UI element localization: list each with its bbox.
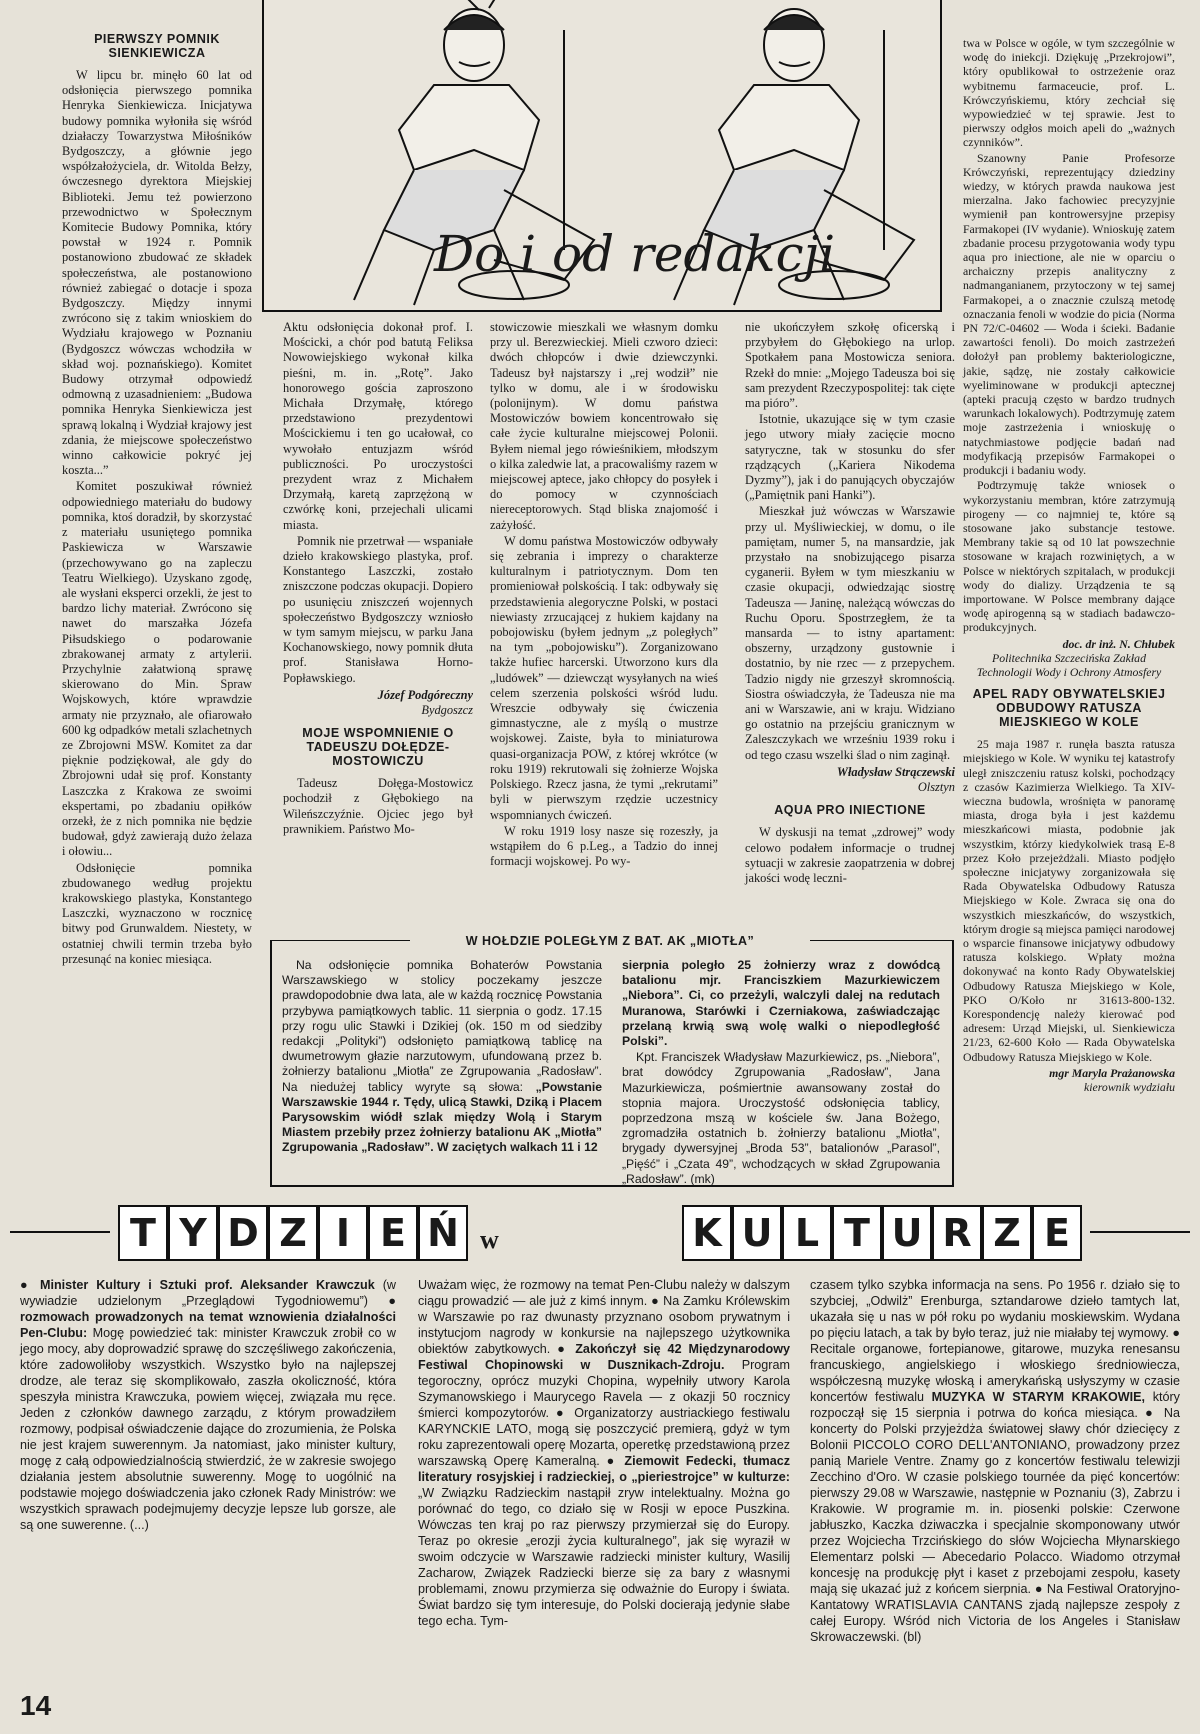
text: Program tegoroczny, oprócz muzyki Chopina, wypełniły utwory Karola Szymanowskiego i Maurycego Ravela — z okazji 50 rocznicy śmierci kompozytorów. ● Organizatorzy austriackiego festiwalu KARYNCKIE LATO, mogą się poszczycić premierą, gdyż w tym roku zaprezentowali operę Mozarta, operetkę przedstawioną przez warszawską Operę Kameralną. (418, 1358, 790, 1468)
illustration-title: Do i od redakcji (434, 225, 836, 283)
inscription: „Powstanie Warszawskie 1944 r. Tędy, ulicą Stawki, Dziką i Placem Parysowskim wiódł szlak między Wolą i Starym Miastem przebiły przez żołnierzy batalionu AK „Miotła” Zgrupowania „Radosław”. W zaciętych walkach 11 i 12 (282, 1079, 602, 1155)
paragraph: Komitet poszukiwał również odpowiedniego materiału do budowy pomnika, ktoś doradził, by skorzystać z materiału usuniętego pomnika Paskiewicza w Warszawie (przechowywano go na zapleczu Teatru Wielkiego). Uzyskano zgodę, ale wysłani eksperci orzekli, że jest to bardzo lichy materiał. Zwrócono się nawet do marszałka Józefa Piłsudskiego o podarowanie zbrakowanej armaty z artylerii. Przychylnie załatwioną sprawę skierowano do Min. Spraw Wojskowych, które wprawdzie armaty nie przyznało, ale ofiarowało 600 kg odpadków metali szlachetnych ze Zbrojowni MSW. Komitet za dar pięknie podziękował, ale gdy do Zbrojowni udał się prof. Konstanty Laszczka z Krakowa ze swoimi ekspertami, po zbadaniu opiłków orzekł, że z nich pomnika nie będzie budował, gdyż zawierają dużo żelaza i ołowiu... (62, 479, 252, 859)
text: czasem tylko szybka informacja na sens. Po 1956 r. działo się to szybciej, „Odwilż” Erenburga, sztandarowe dzieło tamtych lat, ukazała się u nas w pół roku po wydaniu moskiewskim. Wydana po pięciu latach, a tak by było teraz, już nie miałaby tej wymowy. ● Recitale organowe, fortepianowe, gitarowe, muzyka renesansu francuskiego, angielskiego i włoskiego średniowiecza, współczesną muzykę włoską i amerykańską usłyszymy w czasie koncertów festiwalu (810, 1278, 1180, 1404)
box-top-rule (810, 940, 952, 941)
bold-lead: MUZYKA W STARYM KRAKOWIE, (931, 1390, 1146, 1404)
paragraph: Mieszkał już wówczas w Warszawie przy ul. Myśliwieckiej, w domu, o ile pamiętam, numer 5, na mansardzie, jak przystało na snobizującego pisarza cyganerii. Byłem w tym mieszkaniu w czasie okupacji, odwiedzając siostrę Tadeusza — Janinę, należącą wówczas do Ruchu Oporu. Spostrzegłem, że ta mansarda — to istny apartament: obszerny, urządzony gustownie i dostatnio, by nie rzec — z przepychem. Tadzio nigdy nie grzeszył skromnością. Siostra oświadczyła, że Tadeusza nie ma ani w Warszawie, ani w kraju. Widziano go ostatnio na przejściu granicznym w Zaleszczykach we wrześniu 1939 roku i od tego czasu wszelki ślad o nim zaginął. (745, 504, 955, 762)
box-top-rule (270, 940, 410, 941)
text: Mogę powiedzieć tak: minister Krawczuk zrobił co w jego mocy, aby doprowadzić sprawę do szczęśliwego zakończenia, które zadowoliłoby wszystkich. Wszystko było na najlepszej drodze, ale teraz się skomplikowało, zaszła okoliczność, która speszyła ministra Krawczuka, powiem więcej, związała mu ręce. Jeden z członków dawnego zarządu, z którym prowadziłem rozmowy, podpisał oświadczenie dające do zrozumienia, że Polska nie jest krajem suwerennym. Ja natomiast, jako minister kultury, mogę z całą odpowiedzialnością stwierdzić, że w zakresie swojego działania jestem absolutnie suwerenny. Mogę to uogólnić na podstawie mojego doświadczenia jako członek Rady Ministrów: we wszystkich sprawach podejmujemy decyzje lepsze lub gorsze, ale są one suwerenne. (...) (20, 1326, 396, 1532)
page-number: 14 (20, 1690, 52, 1721)
box-text-span: Na odsłonięcie pomnika Bohaterów Powstania Warszawskiego w stolicy poczekamy jeszcze prawdopodobnie dwa lata, ale w każdą rocznicę Powstania przybywa pamiątkowych tablic. 11 sierpnia o godz. 17.15 przy rogu ulic Stawki i Dzikiej (ok. 150 m od siedziby redakcji „Polityki”) odsłonięto pamiątkową tablicę na dwumetrowym głazie narzutowym, ufundowaną przez b. żołnierzy batalionu „Miotła” ze Zgrupowania „Radosław”. Na niedużej tablicy wyryte są słowa: (282, 958, 602, 1094)
paragraph: Kpt. Franciszek Władysław Mazurkiewicz, ps. „Niebora”, brat dowódcy Zgrupowania „Radosław”, Jana Mazurkiewicza, pośmiertnie awansowany został do stopnia majora. Uroczystość odsłonięcia tablicy, poprzedzona mszą w kościele św. Jana Bożego, zgromadziła ostatnich b. żołnierzy batalionu „Miotła”, brygady dywersyjnej „Broda 53”, batalionów „Parasol”, „Pięść” i „Czata 49”, wchodzących w skład Zgrupowania „Radosław”. (mk) (622, 1050, 940, 1186)
paragraph: nie ukończyłem szkołę oficerską i przybyłem do Głębokiego na urlop. Spotkałem pana Mostowicza seniora. Rzekł do mnie: „Mojego Tadeusza boi się sam prezydent Rzeczypospolitej: tak cięte ma pióro”. (745, 320, 955, 411)
paragraph: W dyskusji na temat „zdrowej” wody celowo podałem informacje o trudnej sytuacji w zakresie zaopatrzenia w dobrej jakości wodę leczni- (745, 825, 955, 885)
paragraph: Tadeusz Dołęga-Mostowicz pochodził z Głębokiego na Wileńszczyźnie. Ojciec jego był prawnikiem. Państwo Mo- (283, 776, 473, 836)
banner-letter: Y (168, 1205, 218, 1261)
banner-letter: T (832, 1205, 882, 1261)
bottom-column-2 (418, 1277, 790, 1629)
paragraph: Odsłonięcie pomnika zbudowanego według projektu krakowskiego plastyka, Konstantego Laszczki, wyznaczono w rocznicę bitwy pod Grunwaldem. Niestety, w ostatniej chwili termin trzeba było przesunąć na koniec miesiąca. (62, 860, 252, 966)
box-text (282, 958, 602, 1156)
article-column-4 (745, 320, 955, 887)
banner-letter: Ń (418, 1205, 468, 1261)
bold-lead: ● Minister Kultury i Sztuki prof. Aleksander Krawczuk (20, 1278, 375, 1292)
signature-place: Politechnika Szczecińska Zakład Technologii Wody i Ochrony Atmosfery (976, 650, 1162, 679)
article-column-5 (963, 36, 1175, 1102)
banner-letter: D (218, 1205, 268, 1261)
article-heading: PIERWSZY POMNIK SIENKIEWICZA (94, 32, 220, 60)
banner-letter: L (782, 1205, 832, 1261)
text: Uważam więc, że rozmowy na temat Pen-Clubu należy w dalszym ciągu prowadzić — ale już z kimś innym. ● Na Zamku Królewskim w Warszawie po raz dwunasty przyznano osobom prywatnym i instytucjom nagrody w konkursie na najlepszego użytkownika obiektów zabytkowych. (418, 1278, 790, 1356)
article-column-2 (283, 320, 473, 838)
box-left-column (282, 958, 602, 1157)
box-right-column (622, 958, 940, 1188)
banner-letter: K (682, 1205, 732, 1261)
bold-lead: ● Ziemowit Fedecki, tłumacz literatury rosyjskiej i radzieckiej, o „pieriestrojce” w kulturze: (418, 1454, 790, 1484)
signature: mgr Maryla Prażanowska (1049, 1065, 1175, 1080)
banner-w: w (480, 1225, 499, 1254)
banner-letter: E (368, 1205, 418, 1261)
inscription-continued (622, 958, 940, 1049)
text: który rozpoczął się 15 sierpnia i potrwa do końca miesiąca. ● Na koncerty do Polski przyjeżdża światowej sławy chór dziecięcy z Bolonii PICCOLO CORO DELL'ANTONIANO, prowadzony przez panią Mariele Ventre. Znamy go z koncertów festiwalu telewizji Zecchino d'Oro. W czasie polskiego tournée da pięć koncertów: pierwszy 29.08 w Warszawie, następnie w Poznaniu (3), Zabrzu i Krakowie. W programie m. in. piosenki polskie: Czerwone jabłuszko, Kaczka dziwaczka i specjalnie skomponowany utwór przez Wojciecha Trzcińskiego do słów Wojciecha Młynarskiego Elementarz polski — Abecedario Polacco. Wiadomo otrzymał koncesję na produkcję płyt i kaset z przebojami zespołu, kasety mają się ukazać już z końcem sierpnia. ● Na Festiwal Oratoryjno-Kantatowy WRATISLAVIA CANTANS zjadą najlepsze zespoły z całej Europy. Wśród nich Victoria de los Angeles i Stanisław Skrowaczewski. (bl) (810, 1390, 1180, 1644)
paragraph: W roku 1919 losy nasze się rozeszły, ja wstąpiłem do 6 p.Leg., a Tadzio do innej formacji wojskowej. Po wy- (490, 823, 718, 869)
article-column-3 (490, 320, 718, 870)
box-heading: W HOŁDZIE POLEGŁYM Z BAT. AK „MIOTŁA” (465, 934, 755, 948)
paragraph: twa w Polsce w ogóle, w tym szczególnie w wodę do iniekcji. Dziękuję „Przekrojowi”, który opublikował to ostrzeżenie oraz wybitnemu farmaceucie, prof. L. Krówczyńskiemu, który zechciał się wypowiedzieć w tej sprawie. Jest to pierwszy odgłos moich apeli do „ważnych czynników”. (963, 36, 1175, 150)
paragraph: stowiczowie mieszkali we własnym domku przy ul. Berezwieckiej. Mieli czworo dzieci: dwóch chłopców i dwie dziewczynki. Tadeusz był najstarszy i „rej wodził” nie tylko w domu, ale i w środowisku (polonijnym). W domu państwa Mostowiczów bowiem koncentrowało się całe życie kulturalne miejscowej Polonii. Byłem niemal jego rówieśnikiem, młodszym o kilka zaledwie lat, a pracowaliśmy razem w miejscowej aptece, jako chłopcy do posyłek i do pomocy w czynnościach niereceptorowych. Stąd bliska znajomość i zażyłość. (490, 320, 718, 532)
banner-letter: T (118, 1205, 168, 1261)
text: (w wywiadzie udzielonym „Przeglądowi Tygodniowemu”) (20, 1278, 396, 1308)
inscription: sierpnia poległo 25 żołnierzy wraz z dowódcą batalionu mjr. Franciszkiem Mazurkiewiczem „Niebora”. Ci, co przeżyli, walczyli dalej na redutach Muranowa, Starówki i Czerniakowa, zaświadczając przelaną krwią swą wolę walki o niepodległość Polski”. (622, 958, 940, 1049)
article-heading: APEL RADY OBYWATELSKIEJ ODBUDOWY RATUSZA MIEJSKIEGO W KOLE (972, 687, 1166, 730)
banner-letter: Z (982, 1205, 1032, 1261)
paragraph: Podtrzymuję także wniosek o wykorzystaniu membran, które zatrzymują pirogeny — co najmniej te, które są stosowane jako substancje testowe. Membrany takie są od 10 lat powszechnie stosowane w krajach rozwiniętych, a w Polsce w niektórych szpitalach, w produkcji wody do dializy. Urządzenia te są importowane. W Polsce membrany dające wodę apirogenną są w stadiach badawczo-produkcyjnych. (963, 478, 1175, 635)
banner-letter: E (1032, 1205, 1082, 1261)
banner-letter: I (318, 1205, 368, 1261)
banner-letter: R (932, 1205, 982, 1261)
banner-letter: U (732, 1205, 782, 1261)
article-heading: MOJE WSPOMNIENIE O TADEUSZU DOŁĘDZE-MOSTOWICZU (302, 726, 454, 769)
signature: doc. dr inż. N. Chłubek (1062, 636, 1175, 651)
banner-letter: Z (268, 1205, 318, 1261)
signature-place: Bydgoszcz (421, 703, 473, 718)
bottom-column-1 (20, 1277, 396, 1533)
bold-lead: ● rozmowach prowadzonych na temat wznowienia działalności Pen-Clubu: (20, 1294, 396, 1340)
text: „W Związku Radzieckim nastąpił zryw intelektualny. Można go porównać do tego, co działo się w Rosji w epoce Puszkina. Wówczas ten kraj po raz pierwszy przymierzał się do Europy. Teraz po okresie „erozji życia kulturalnego”, jak się wyraził w swoim odczycie w Warszawie radziecki minister kultury, Wasilij Zacharow, Związek Radziecki bierze się za bary z własnymi problemami, znowu przymierza się odważnie do Europy i świata. Świat bardzo się tym interesuje, do Polski docierają jedynie słabe tego echa. Tym- (418, 1486, 790, 1628)
banner-line (10, 1231, 110, 1233)
illustration-box (262, 0, 942, 312)
signature-place: kierownik wydziału (1084, 1080, 1175, 1095)
paragraph: Pomnik nie przetrwał — wspaniałe dzieło krakowskiego plastyka, prof. Konstantego Laszczki, zostało zniszczone podczas okupacji. Dopiero po usunięciu zniszczeń wojennych społeczeństwo Bydgoszczy wzniosło w tym samym miejscu, w parku Jana Kochanowskiego, nowy pomnik dłuta prof. Stanisława Horno-Popławskiego. (283, 533, 473, 685)
signature: Józef Podgóreczny (377, 687, 473, 702)
paragraph: Istotnie, ukazujące się w tym czasie jego utwory miały zacięcie mocno satyryczne, tak w stosunku do sfer rządzących („Kariera Nikodema Dyzmy”), jak i do panujących obyczajów („Pamiętnik pani Hanki”). (745, 412, 955, 503)
banner-letter: U (882, 1205, 932, 1261)
banner-line (1090, 1231, 1190, 1233)
article-sienkiewicz (62, 30, 252, 968)
bold-lead: ● Zakończył się 42 Międzynarodowy Festiwal Chopinowski w Dusznikach-Zdroju. (418, 1342, 790, 1372)
paragraph: W domu państwa Mostowiczów odbywały się zebrania i imprezy o charakterze kulturalnym i patriotycznym. Dom ten promieniował polskością. I tak: odbywały się przedstawienia alegoryczne Polski, w postaci niewiasty zrzucającej z hukiem kajdany na pobojowisku (byłem jednym „z poległych” na tym „pobojowisku”). Zorganizowano także hufiec harcerski. Utworzono kurs dla „ludówek” — dziewcząt wysyłanych na wieś celem szerzenia polskości wśród ludu. Wreszcie odbywały się ćwiczenia gimnastyczne, ale z myślą o mustrze wojskowej. Zaiste, była to miniaturowa quasi-organizacja POW, z której wkrótce (w roku 1919) rekrutowali się żołnierze Wojska Polskiego. Rzecz jasna, że tymi „rekrutami” byli w pierwszym rzędzie uczestnicy wspomnianych ćwiczeń. (490, 533, 718, 822)
paragraph: 25 maja 1987 r. runęła baszta ratusza miejskiego w Kole. W wyniku tej katastrofy uległ zniszczeniu ratusz kolski, pochodzący z czasów Kazimierza Wielkiego. Ta XIV-wieczna budowla, wrośnięta w panoramę miasta, droga była i jest każdemu mieszkańcowi miasta, podobnie jak wszystkim, którzy kiedykolwiek trasą E-8 przez Koło przejeżdżali. Miasto podjęło społeczne inicjatywy zorganizowała się Rada Obywatelska Odbudowy Ratusza Miejskiego w Kole. Zwraca się ona do wszystkich mieszkańców, do wszystkich, którym drogie są miejsca pamięci narodowej o wsparcie finansowe inicjatywy odbudowy ratusza kolskiego. Wpłaty można dokonywać na konto Rady Obywatelskiej Odbudowy Ratusza Miejskiego w Kole, PKO O/Koło nr 31613-800-132. Korespondencję należy kierować pod adresem: Urząd Miejski, ul. Sienkiewicza 21/23, 62-600 Koło — Rada Obywatelska Odbudowy Ratusza Miejskiego w Kole. (963, 737, 1175, 1064)
paragraph: Aktu odsłonięcia dokonał prof. I. Mościcki, a chór pod batutą Feliksa Nowowiejskiego wykonał kilka pieśni, m. in. „Rotę”. Jako honorowego gościa zaproszono Michała Drzymałę, którego przedstawiono prezydentowi Mościckiemu i ten go ucałował, co wywołało entuzjazm wśród publiczności. Po uroczystości prezydent wraz z Michałem Drzymałą, karetą zaprzężoną w czwórkę koni, przejechali ulicami miasta. (283, 320, 473, 532)
article-heading: AQUA PRO INIECTIONE (774, 803, 926, 818)
bottom-column-3 (810, 1277, 1180, 1645)
signature: Władysław Strączewski (836, 764, 955, 779)
paragraph: W lipcu br. minęło 60 lat od odsłonięcia pierwszego pomnika Henryka Sienkiewicza. Inicjatywa budowy pomnika wyłoniła się wśród działaczy Towarzystwa Miłośników Bydgoszczy, a głównie jego współzałożyciela, dr. Witolda Bełzy, ówczesnego dyrektora Miejskiej Biblioteki. Jemu też powierzono przewodnictwo w Społecznym Komitecie Budowy Pomnika, który powstał w 1924 r. Pomnik postanowiono zbudować ze składek społeczeństwa, ale postanowiono również zabiegać o dotacje i spoza Bydgoszczy. Między innymi zwrócono się z takim wnioskiem do Wydziału krajowego w Poznaniu (Bydgoszcz wówczas wchodziła w skład woj. poznańskiego). Komitet Budowy otrzymał odpowiedź odmowną z uzasadnieniem: „Budowa pomnika Henryka Sienkiewicza jest sprawą lokalną i Wydział krajowy jest zdania, że miejscowe społeczeństwo winno całkowicie pokryć jej koszta...” (62, 68, 252, 478)
signature-place: Olsztyn (917, 780, 955, 795)
paragraph: Szanowny Panie Profesorze Krówczyński, reprezentujący dziedziny wiedzy, w których prawda naukowa jest mierzalna. Jako fachowiec precyzyjnie wymienił pan kontrowersyjne przepisy Farmakopei (IV wydanie). Wnioskuję zatem zbadanie procesu przygotowania wody typu aqua pro iniectione, ale nie w oparciu o archaiczny przepis analityczny z nadmanganianem, przytoczony w tej samej Farmakopei, a o znacznie czulszą metodę oznaczania fenoli w wodzie do picia (Norma PN 72/C-04602 — Woda i ścieki. Badanie zawartości fenoli). Do moich zastrzeżeń dołożył pan problemy bakteriologiczne, jakie, sądzę, nie zostały całkowicie wyeliminowane w produkcji aptecznej (apteki pracują często w bardzo trudnych warunkach lokalowych). Podtrzymuję zatem moje zastrzeżenia i wnioskuję o natychmiastowe podjęcie badań nad modyfikacją przepisów Farmakopei o produkcji i badaniu wody. (963, 150, 1175, 478)
